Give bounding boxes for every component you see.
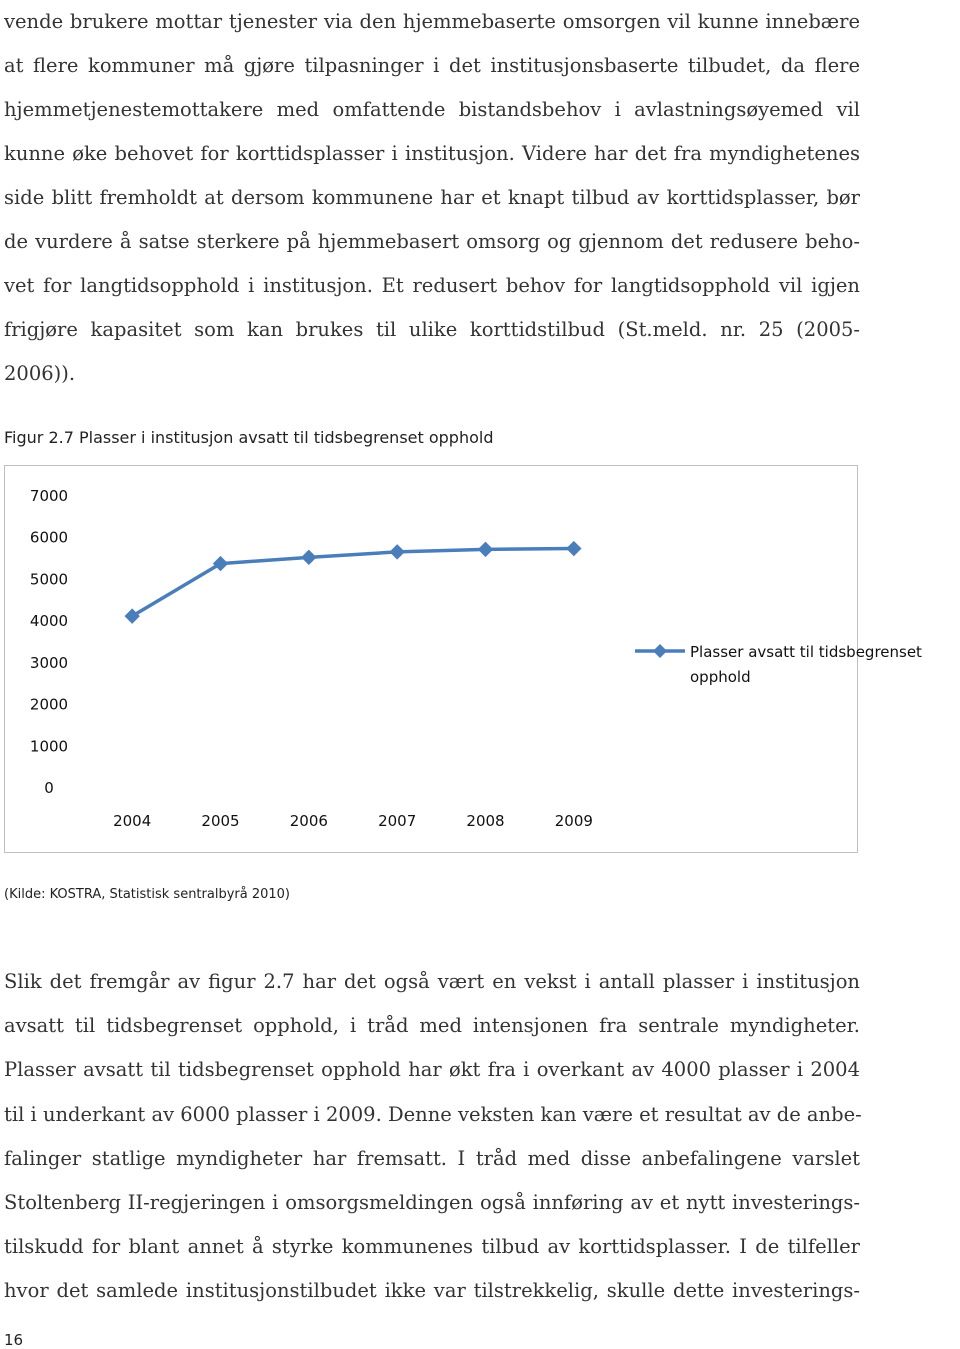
text-line: vet for langtidsopphold i institusjon. Et redusert behov for langtidsopphold vil igjen bbox=[4, 274, 860, 297]
y-tick-label: 7000 bbox=[29, 487, 69, 505]
x-tick-label: 2007 bbox=[378, 812, 417, 830]
y-tick-label: 0 bbox=[44, 779, 54, 797]
y-tick-label: 2000 bbox=[29, 695, 69, 714]
text-line: til i underkant av 6000 plasser i 2009. Denne veksten kan være et resultat av de anbe- bbox=[4, 1102, 862, 1126]
text-line: tilskudd for blant annet å styrke kommunenes tilbud av korttidsplasser. I de tilfeller bbox=[4, 1235, 860, 1259]
y-tick-label: 1000 bbox=[29, 737, 69, 756]
legend-label: Plasser avsatt til tidsbegrenset bbox=[690, 643, 922, 661]
text-line: hjemmetjenestemottakere med omfattende bistandsbehov i avlastningsøyemed vil bbox=[4, 98, 860, 121]
text-line: kunne øke behovet for korttidsplasser i institusjon. Videre har det fra myndighetenes bbox=[4, 142, 860, 165]
body-paragraph-2 bbox=[4, 960, 860, 1314]
text-line: at flere kommuner må gjøre tilpasninger i det institusjonsbaserte tilbudet, da flere bbox=[4, 54, 860, 77]
x-tick-label: 2006 bbox=[289, 812, 328, 830]
chart-frame bbox=[4, 465, 922, 853]
text-line: hvor det samlede institusjonstilbudet ikke var tilstrekkelig, skulle dette investerings- bbox=[4, 1279, 860, 1303]
y-tick-label: 6000 bbox=[29, 528, 69, 547]
x-tick-label: 2009 bbox=[554, 812, 593, 830]
series-line bbox=[132, 549, 574, 617]
body-paragraph-1 bbox=[4, 0, 860, 396]
text-line: side blitt fremholdt at dersom kommunene har et knapt tilbud av korttidsplasser, bør bbox=[4, 186, 860, 209]
text-line: vende brukere mottar tjenester via den hjemmebaserte omsorgen vil kunne innebære bbox=[4, 10, 860, 33]
figure-title: Figur 2.7 Plasser i institusjon avsatt til tidsbegrenset opphold bbox=[4, 428, 494, 447]
text-line: Plasser avsatt til tidsbegrenset opphold har økt fra i overkant av 4000 plasser i 2004 bbox=[4, 1058, 860, 1082]
x-tick-label: 2008 bbox=[466, 812, 505, 830]
y-tick-label: 5000 bbox=[29, 570, 69, 589]
text-line: frigjøre kapasitet som kan brukes til ulike korttidstilbud (St.meld. nr. 25 (2005- bbox=[4, 318, 860, 341]
figure-source: (Kilde: KOSTRA, Statistisk sentralbyrå 2010) bbox=[4, 887, 290, 902]
data-point-marker bbox=[567, 542, 581, 556]
line-chart bbox=[5, 466, 922, 854]
text-line: falinger statlige myndigheter har fremsatt. I tråd med disse anbefalingene varslet bbox=[4, 1146, 860, 1170]
data-point-marker bbox=[302, 550, 316, 564]
x-tick-label: 2005 bbox=[201, 812, 240, 830]
legend-label: opphold bbox=[690, 668, 751, 686]
y-tick-label: 4000 bbox=[29, 612, 69, 631]
data-point-marker bbox=[390, 545, 404, 559]
text-line: de vurdere å satse sterkere på hjemmebasert omsorg og gjennom det redusere beho- bbox=[4, 230, 860, 253]
page-number: 16 bbox=[4, 1331, 24, 1349]
data-point-marker bbox=[479, 542, 493, 556]
y-tick-label: 3000 bbox=[29, 653, 69, 672]
x-tick-label: 2004 bbox=[113, 812, 152, 830]
text-line: Slik det fremgår av figur 2.7 har det også vært en vekst i antall plasser i institusjon bbox=[4, 970, 860, 993]
text-line: Stoltenberg II-regjeringen i omsorgsmeldingen også innføring av et nytt investerings- bbox=[4, 1191, 860, 1215]
text-line: 2006)). bbox=[4, 362, 76, 385]
legend-marker bbox=[653, 644, 667, 658]
text-line: avsatt til tidsbegrenset opphold, i tråd med intensjonen fra sentrale myndigheter. bbox=[4, 1014, 860, 1038]
